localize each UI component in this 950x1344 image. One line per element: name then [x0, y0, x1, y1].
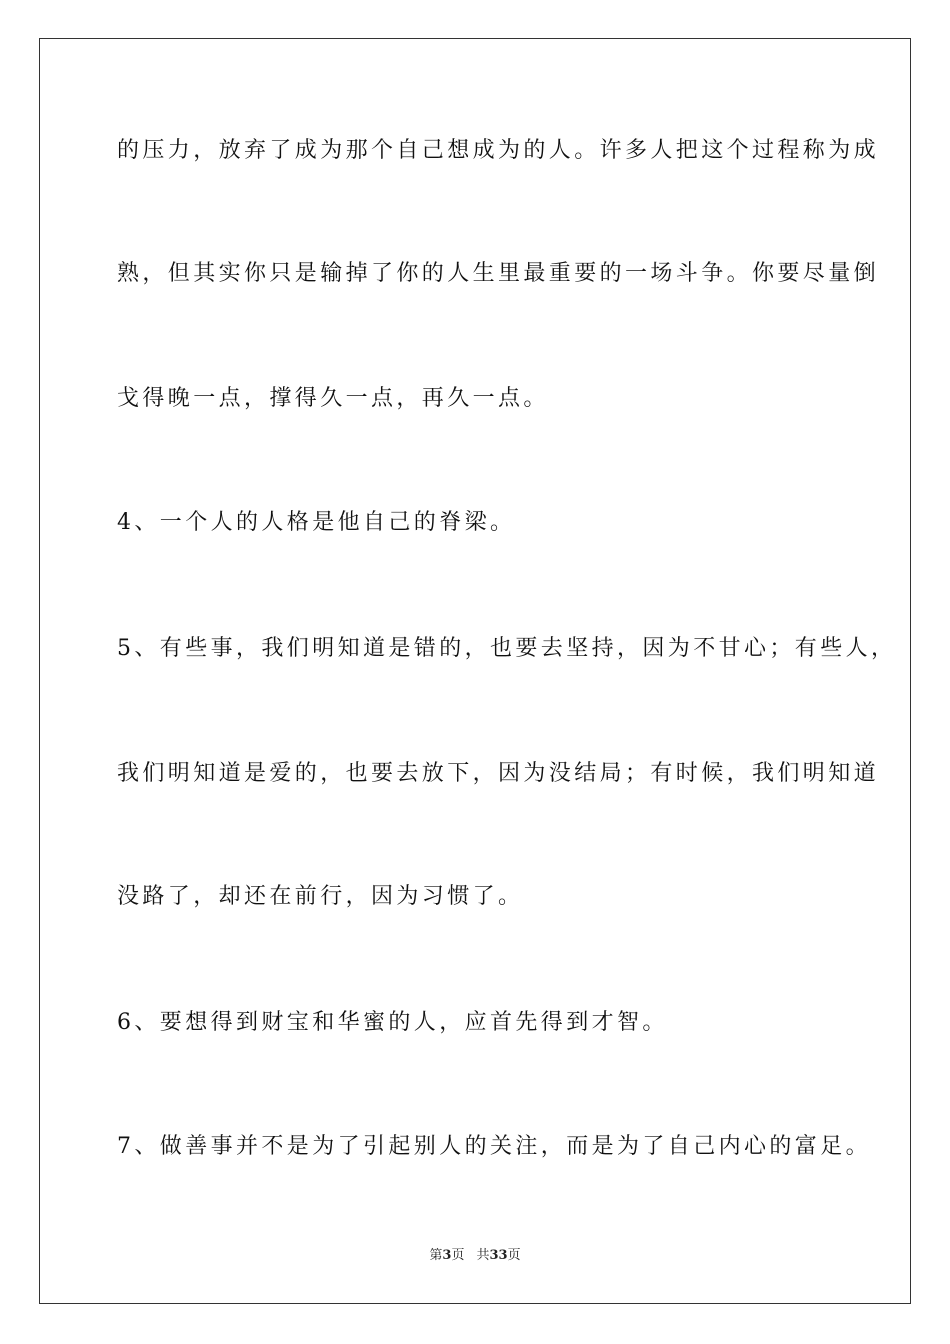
text-line-7: 没路了，却还在前行，因为习惯了。: [117, 884, 524, 909]
total-suffix: 页: [507, 1248, 521, 1263]
text-line-9: 7、做善事并不是为了引起别人的关注，而是为了自己内心的富足。: [117, 1134, 871, 1159]
text-line-6: 我们明知道是爱的，也要去放下，因为没结局；有时候，我们明知道: [117, 761, 880, 786]
total-pages: 33: [489, 1248, 508, 1263]
text-line-3: 戈得晚一点，撑得久一点，再久一点。: [117, 386, 549, 411]
page-number: 3: [442, 1248, 452, 1263]
page-footer: [0, 1247, 950, 1265]
page-border: [39, 38, 911, 1304]
total-prefix: 共: [476, 1248, 490, 1263]
text-line-1: 的压力，放弃了成为那个自己想成为的人。许多人把这个过程称为成: [117, 138, 880, 163]
page-suffix: 页: [451, 1248, 465, 1263]
text-line-4: 4、一个人的人格是他自己的脊梁。: [117, 510, 516, 535]
text-line-2: 熟，但其实你只是输掉了你的人生里最重要的一场斗争。你要尽量倒: [117, 261, 880, 286]
text-line-8: 6、要想得到财宝和华蜜的人，应首先得到才智。: [117, 1010, 668, 1035]
text-line-5: 5、有些事，我们明知道是错的，也要去坚持，因为不甘心；有些人，: [117, 636, 897, 661]
page-prefix: 第: [429, 1248, 443, 1263]
